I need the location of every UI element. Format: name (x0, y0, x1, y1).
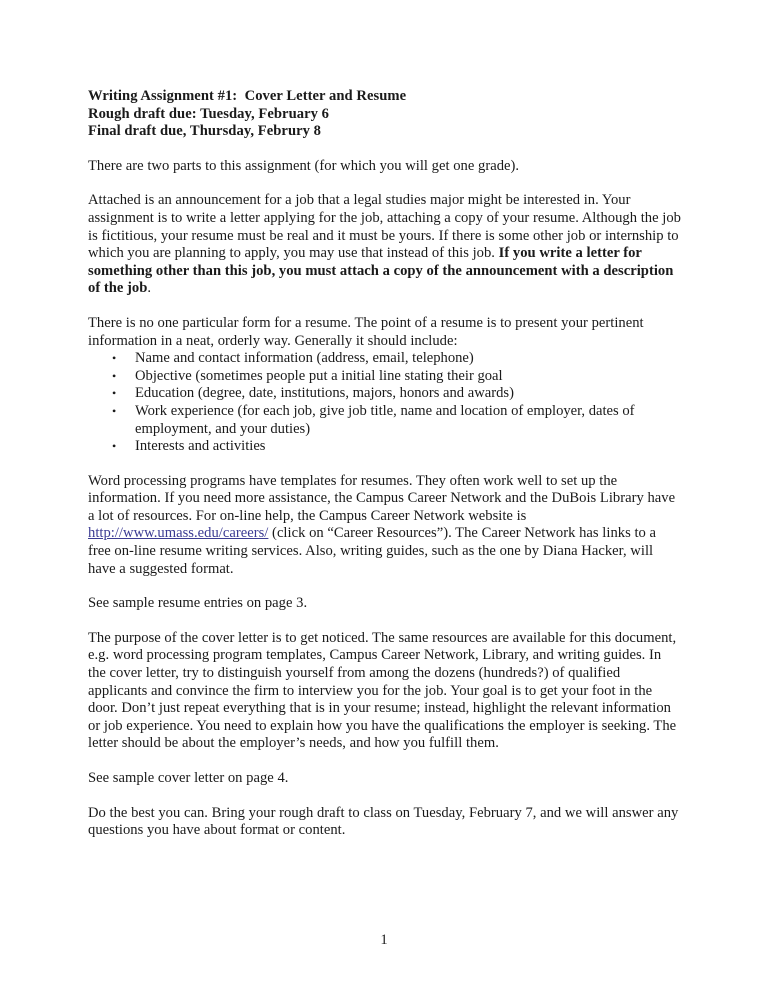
paragraph-see-resume-samples: See sample resume entries on page 3. (88, 595, 308, 612)
document-body (88, 88, 682, 840)
attached-bold-emphasis: If you write a letter for something other than this job, you must attach a copy of the announcement with a description of the job (88, 245, 674, 297)
list-item-label: Education (degree, date, institutions, majors, honors and awards) (135, 385, 514, 402)
list-item (88, 350, 682, 368)
paragraph-attached-announcement (88, 192, 682, 298)
list-item (88, 368, 682, 386)
bullet-icon: • (112, 439, 117, 454)
resume-contents-list (88, 350, 682, 456)
spacer (88, 753, 682, 770)
list-item-label: Objective (sometimes people put a initial line stating their goal (135, 367, 503, 384)
paragraph-see-cover-letter-sample: See sample cover letter on page 4. (88, 770, 289, 786)
heading-rough-draft-due-line: Rough draft due: Tuesday, February 6 (88, 105, 330, 122)
spacer (88, 175, 682, 192)
attached-plain-text: Attached is an announcement for a job that a legal studies major might be interested in. Your assignment is to write a letter applying for the job, attaching a copy of your resume. Although the job is fictitious, your resume must be real and it must be yours. If there is some other job or internship to which you are planning to apply, you may use that instead of this job. (88, 192, 681, 262)
paragraph-resume-form: There is no one particular form for a resume. The point of a resume is to present your pertinent information in a neat, orderly way. Generally it should include: (88, 314, 644, 349)
bullet-icon: • (112, 368, 117, 383)
list-item-label: Name and contact information (address, email, telephone) (135, 350, 474, 367)
list-item-label: Interests and activities (135, 438, 266, 455)
heading-final-draft-due-line: Final draft due, Thursday, Februry 8 (88, 123, 322, 140)
careers-website-link[interactable]: http://www.umass.edu/careers/ (88, 525, 269, 542)
templates-text-after-link: (click on “Career Resources”). The Career Network has links to a free on-line resume writing services. Also, writing guides, such as the one by Diana Hacker, will have a suggested format. (88, 525, 657, 577)
spacer (88, 788, 682, 805)
heading-title-line: Writing Assignment #1: Cover Letter and Resume (88, 88, 407, 104)
assignment-heading (88, 88, 682, 141)
spacer (88, 578, 682, 595)
bullet-icon: • (112, 386, 117, 401)
templates-text-before-link: Word processing programs have templates for resumes. They often work well to set up the information. If you need more assistance, the Campus Career Network and the DuBois Library have a lot of resources. For on-line help, the Campus Career Network website is (88, 472, 676, 524)
spacer (88, 298, 682, 315)
list-item-label: Work experience (for each job, give job title, name and location of employer, dates of employment, and your duties) (135, 402, 635, 437)
paragraph-word-processing-templates (88, 473, 682, 579)
bullet-icon: • (112, 351, 117, 366)
list-item (88, 438, 682, 456)
bullet-icon: • (112, 403, 117, 418)
list-item (88, 403, 682, 438)
page-number: 1 (380, 932, 388, 948)
paragraph-intro: There are two parts to this assignment (for which you will get one grade). (88, 157, 520, 174)
spacer (88, 456, 682, 473)
paragraph-cover-letter-purpose: The purpose of the cover letter is to get noticed. The same resources are available for this document, e.g. word processing program templates, Campus Career Network, Library, and writing guides. In the cover letter, try to distinguish yourself from among the dozens (hundreds?) of qualified applicants and convince the firm to interview you for the job. Your goal is to get your foot in the door. Don’t just repeat everything that is in your resume; instead, highlight the relevant information or job experience. You need to explain how you have the qualifications the employer is seeking. The letter should be about the employer’s needs, and how you fulfill them. (88, 629, 677, 752)
attached-trailing-period: . (147, 280, 152, 297)
list-item (88, 385, 682, 403)
paragraph-closing: Do the best you can. Bring your rough draft to class on Tuesday, February 7, and we will answer any questions you have about format or content. (88, 804, 679, 839)
spacer (88, 141, 682, 158)
spacer (88, 613, 682, 630)
